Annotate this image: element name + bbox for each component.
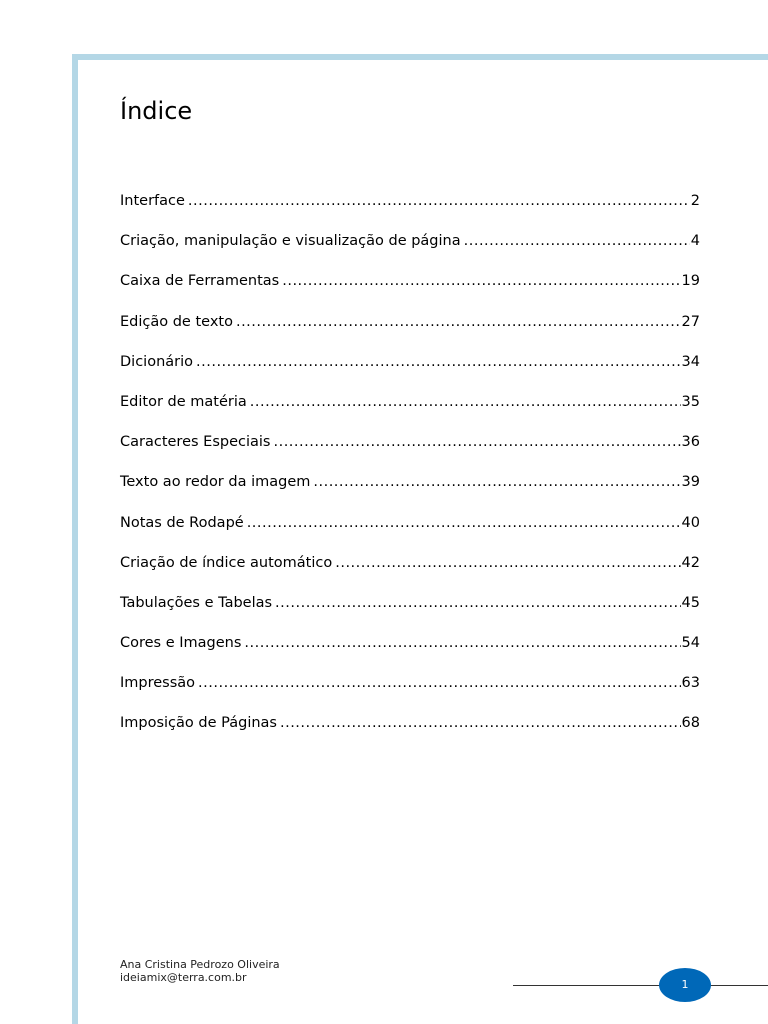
toc-entry-page: 34 [681, 353, 700, 370]
toc-leader-dots [335, 550, 680, 576]
toc-entry[interactable] [120, 510, 700, 550]
footer-author: Ana Cristina Pedrozo Oliveira [120, 958, 280, 971]
page-footer [120, 958, 280, 984]
toc-leader-dots [275, 590, 681, 616]
toc-entry[interactable] [120, 429, 700, 469]
toc-entry-page: 45 [681, 594, 700, 611]
toc-leader-dots [196, 349, 681, 375]
toc-leader-dots [280, 710, 681, 736]
toc-entry-label: Interface [120, 193, 185, 209]
page-title: Índice [120, 97, 193, 125]
toc-entry-page: 2 [690, 193, 700, 209]
toc-entry-label: Criação de índice automático [120, 554, 333, 571]
toc-entry[interactable] [120, 550, 700, 590]
toc-leader-dots [282, 268, 680, 294]
page-number-badge: 1 [659, 968, 711, 1002]
toc-entry-label: Cores e Imagens [120, 635, 242, 652]
toc-entry[interactable] [120, 670, 700, 710]
toc-entry-page: 4 [690, 233, 700, 250]
toc-entry[interactable] [120, 309, 700, 349]
page-frame-top-border [72, 54, 768, 60]
footer-divider-right [708, 985, 768, 986]
toc-entry[interactable] [120, 389, 700, 429]
toc-entry[interactable] [120, 630, 700, 670]
toc-leader-dots [273, 429, 680, 455]
toc-leader-dots [188, 188, 690, 214]
toc-entry[interactable] [120, 590, 700, 630]
toc-entry-label: Impressão [120, 675, 196, 692]
toc-entry-page: 63 [681, 675, 700, 692]
toc-leader-dots [247, 510, 681, 536]
toc-leader-dots [313, 469, 680, 495]
toc-entry[interactable] [120, 268, 700, 308]
toc-entry-label: Edição de texto [120, 313, 233, 330]
toc-entry-page: 42 [681, 554, 700, 571]
toc-entry-label: Criação, manipulação e visualização de página [120, 233, 461, 250]
footer-divider-left [513, 985, 663, 986]
toc-entry-page: 68 [681, 715, 700, 732]
toc-entry-label: Tabulações e Tabelas [120, 594, 273, 611]
toc-leader-dots [244, 630, 680, 656]
toc-entry-page: 36 [681, 434, 700, 451]
toc-entry-page: 35 [681, 393, 700, 410]
toc-entry[interactable] [120, 469, 700, 509]
toc-entry-page: 39 [681, 474, 700, 491]
toc-entry-page: 27 [681, 313, 700, 330]
toc-entry-page: 40 [681, 514, 700, 531]
toc-entry-label: Caracteres Especiais [120, 434, 271, 451]
table-of-contents [120, 188, 700, 751]
toc-entry[interactable] [120, 349, 700, 389]
toc-entry-label: Imposição de Páginas [120, 715, 277, 732]
toc-entry-label: Texto ao redor da imagem [120, 474, 311, 491]
toc-entry-label: Editor de matéria [120, 393, 247, 410]
toc-entry[interactable] [120, 188, 700, 228]
toc-entry-page: 19 [681, 273, 700, 290]
toc-leader-dots [464, 228, 690, 254]
footer-email: ideiamix@terra.com.br [120, 971, 247, 984]
toc-entry-label: Notas de Rodapé [120, 514, 244, 531]
toc-entry[interactable] [120, 710, 700, 750]
page-frame-left-border [72, 54, 78, 1024]
toc-leader-dots [198, 670, 681, 696]
toc-entry-page: 54 [681, 635, 700, 652]
toc-leader-dots [236, 309, 681, 335]
toc-entry-label: Caixa de Ferramentas [120, 273, 280, 290]
toc-entry-label: Dicionário [120, 353, 194, 370]
toc-leader-dots [250, 389, 681, 415]
toc-entry[interactable] [120, 228, 700, 268]
